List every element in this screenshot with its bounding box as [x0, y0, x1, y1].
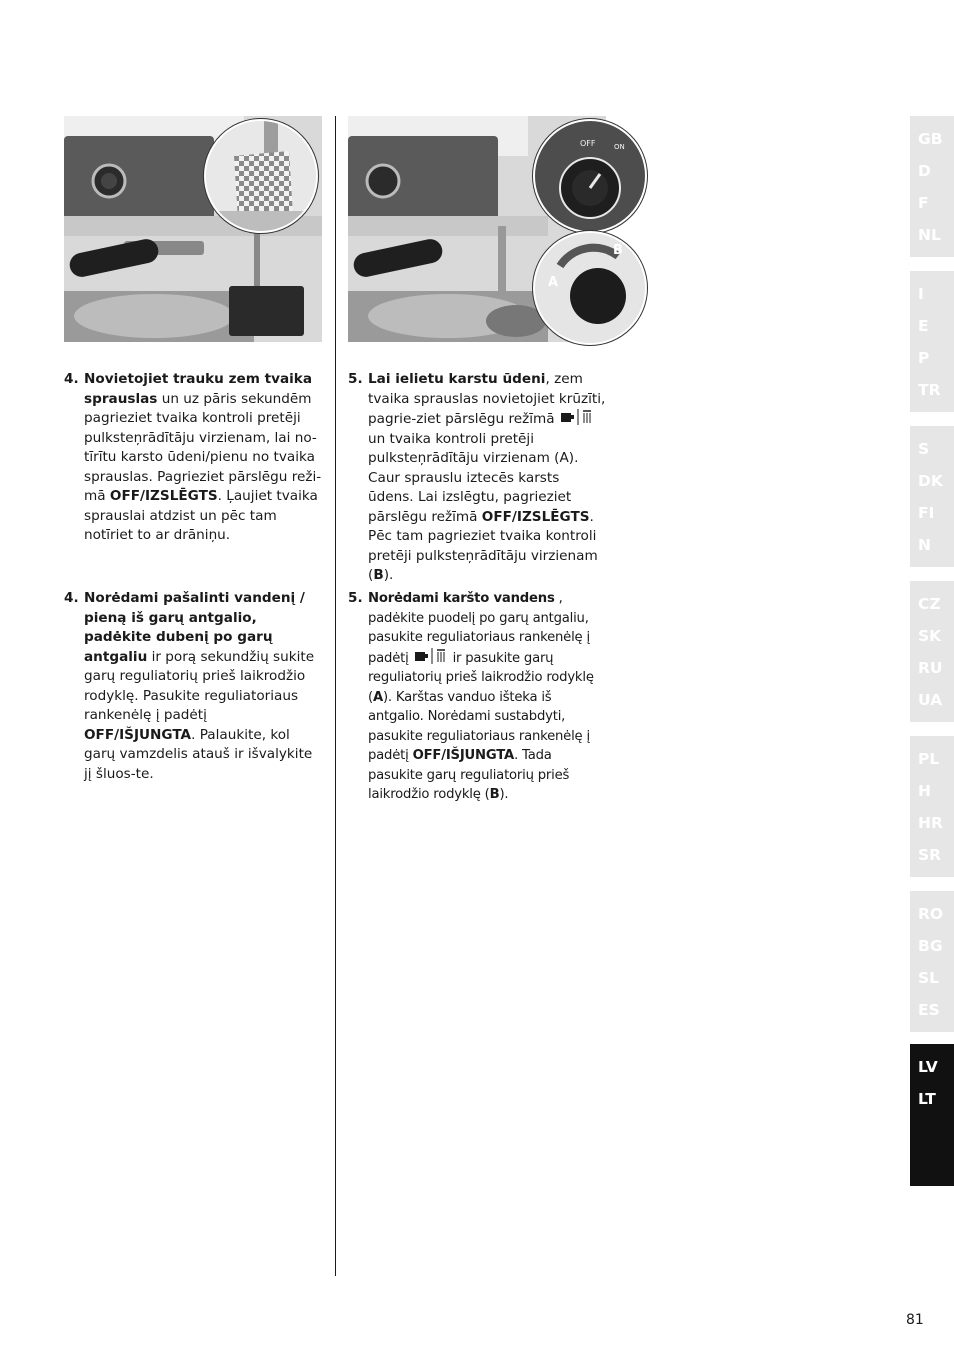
step-body-mid: un tvaika kontroli pretēji pulksteņrādītāju virzienam (A). Caur sprauslu iztecēs karsts ūdens. Lai izslēgtu, pagrieziet pārslēgu režīmā [368, 430, 579, 525]
arrow-a-label: A [548, 275, 559, 290]
step-off-label: OFF/IŠJUNGTA [84, 726, 192, 743]
language-group-3 [910, 426, 954, 567]
step-body: un uz pāris sekundēm pagrieziet tvaika kontroli pretēji pulksteņrādītāju virzienam, lai no-tīrītu karsto ūdeni/pienu no tvaika sprauslas. Pagrieziet pārslēgu reži-mā [84, 390, 322, 504]
column-divider [335, 116, 336, 1276]
language-code-lt[interactable]: LT [918, 1090, 936, 1108]
language-code-bg[interactable]: BG [918, 937, 943, 955]
step-number: 4. [64, 371, 79, 387]
step-text [368, 589, 608, 805]
step-number: 5. [348, 371, 363, 387]
step-bold-lead: Norėdami karšto vandens [368, 591, 555, 606]
language-code-hr[interactable]: HR [918, 814, 943, 832]
step-number: 4. [64, 590, 79, 606]
step-4-latvian [64, 370, 322, 546]
step-body: ir porą sekundžių sukite garų reguliatorių prieš laikrodžio rodyklę. Pasukite reguliatoriaus rankenėlę į padėtį [84, 648, 315, 723]
language-group-4 [910, 581, 954, 722]
language-code-sk[interactable]: SK [918, 627, 942, 645]
language-code-e[interactable]: E [918, 317, 929, 335]
dial-knob-drawing [348, 116, 625, 342]
step-body-end: . Ļaujiet tvaika sprauslai atdzist un pēc tam notīriet to ar drāniņu. [84, 488, 318, 543]
language-code-f[interactable]: F [918, 194, 929, 212]
step-bold-lead: Norėdami pašalinti vandenį / pieną iš garų antgalio, padėkite dubenį po garų antgaliu [84, 590, 305, 665]
step-body-end: . Pēc tam pagrieziet tvaika kontroli pretēji pulksteņrādītāju virzienam ( [368, 508, 598, 583]
language-code-tr[interactable]: TR [918, 381, 941, 399]
step-body-close: ). [383, 567, 394, 583]
language-code-p[interactable]: P [918, 349, 930, 367]
step-body-end: . Palaukite, kol garų vamzdelis atauš ir išvalykite jį šluos-te. [84, 726, 313, 782]
language-code-nl[interactable]: NL [918, 226, 941, 244]
step-off-label: OFF/IŠJUNGTA [412, 748, 515, 763]
step-off-label: OFF/IZSLĒGTS [109, 488, 218, 504]
language-code-h[interactable]: H [918, 782, 931, 800]
step-body-close: ). [499, 787, 509, 802]
step-body-end: . Tada pasukite garų reguliatorių prieš laikrodžio rodyklę ( [368, 748, 570, 802]
language-code-pl[interactable]: PL [918, 750, 940, 768]
step-number: 5. [348, 590, 363, 606]
step-body: , padėkite puodelį po garų antgaliu, pasukite reguliatoriaus rankenėlę į padėtį [368, 591, 590, 666]
step-text [84, 370, 322, 546]
hot-water-mode-icon [559, 409, 595, 425]
step-label-a: A [372, 689, 383, 705]
step-off-label: OFF/IZSLĒGTS [481, 508, 590, 525]
arrow-b-label: B [613, 243, 623, 258]
language-group-1 [910, 116, 954, 257]
language-code-d[interactable]: D [918, 162, 931, 180]
language-group-7 [910, 1044, 954, 1186]
illustration-dial-knob [348, 116, 625, 342]
step-text [84, 589, 322, 784]
language-code-sr[interactable]: SR [918, 846, 942, 864]
step-5-latvian [348, 370, 608, 586]
language-code-ro[interactable]: RO [918, 905, 944, 923]
hot-water-mode-icon [413, 648, 449, 664]
step-4-lithuanian [64, 589, 322, 784]
step-text [368, 370, 608, 586]
step-label-b: B [489, 787, 500, 802]
language-code-fi[interactable]: FI [918, 504, 935, 522]
language-code-ru[interactable]: RU [918, 659, 943, 677]
language-code-sl[interactable]: SL [918, 969, 940, 987]
language-code-es[interactable]: ES [918, 1001, 940, 1019]
step-body-mid: ir pasukite garų reguliatorių prieš laikrodžio rodyklę ( [368, 650, 594, 705]
step-body: , zem tvaika sprauslas novietojiet krūzīti, pagrie-ziet pārslēgu režīmā [368, 371, 606, 427]
dial-off-label: OFF [580, 139, 596, 148]
language-code-dk[interactable]: DK [918, 472, 943, 490]
illustration-steam-nozzle [64, 116, 322, 342]
language-code-ua[interactable]: UA [918, 691, 943, 709]
dial-on-label: ON [614, 143, 625, 151]
steam-nozzle-drawing [64, 116, 322, 342]
page-number: 81 [906, 1312, 924, 1328]
step-body-mid2: ). Karštas vanduo išteka iš antgalio. Norėdami sustabdyti, pasukite reguliatoriaus rankenėlę į padėtį [368, 689, 590, 763]
step-5-lithuanian [348, 589, 608, 805]
language-group-2 [910, 271, 954, 412]
step-bold-lead: Novietojiet trauku zem tvaika sprauslas [84, 371, 313, 407]
language-code-gb[interactable]: GB [918, 130, 943, 148]
language-code-cz[interactable]: CZ [918, 595, 941, 613]
step-bold-lead: Lai ielietu karstu ūdeni [368, 371, 546, 387]
language-group-6 [910, 891, 954, 1032]
step-label-b: B [373, 567, 384, 583]
language-code-lv[interactable]: LV [918, 1058, 938, 1076]
language-code-i[interactable]: I [918, 285, 924, 303]
language-group-5 [910, 736, 954, 877]
language-code-n[interactable]: N [918, 536, 931, 554]
language-code-s[interactable]: S [918, 440, 930, 458]
